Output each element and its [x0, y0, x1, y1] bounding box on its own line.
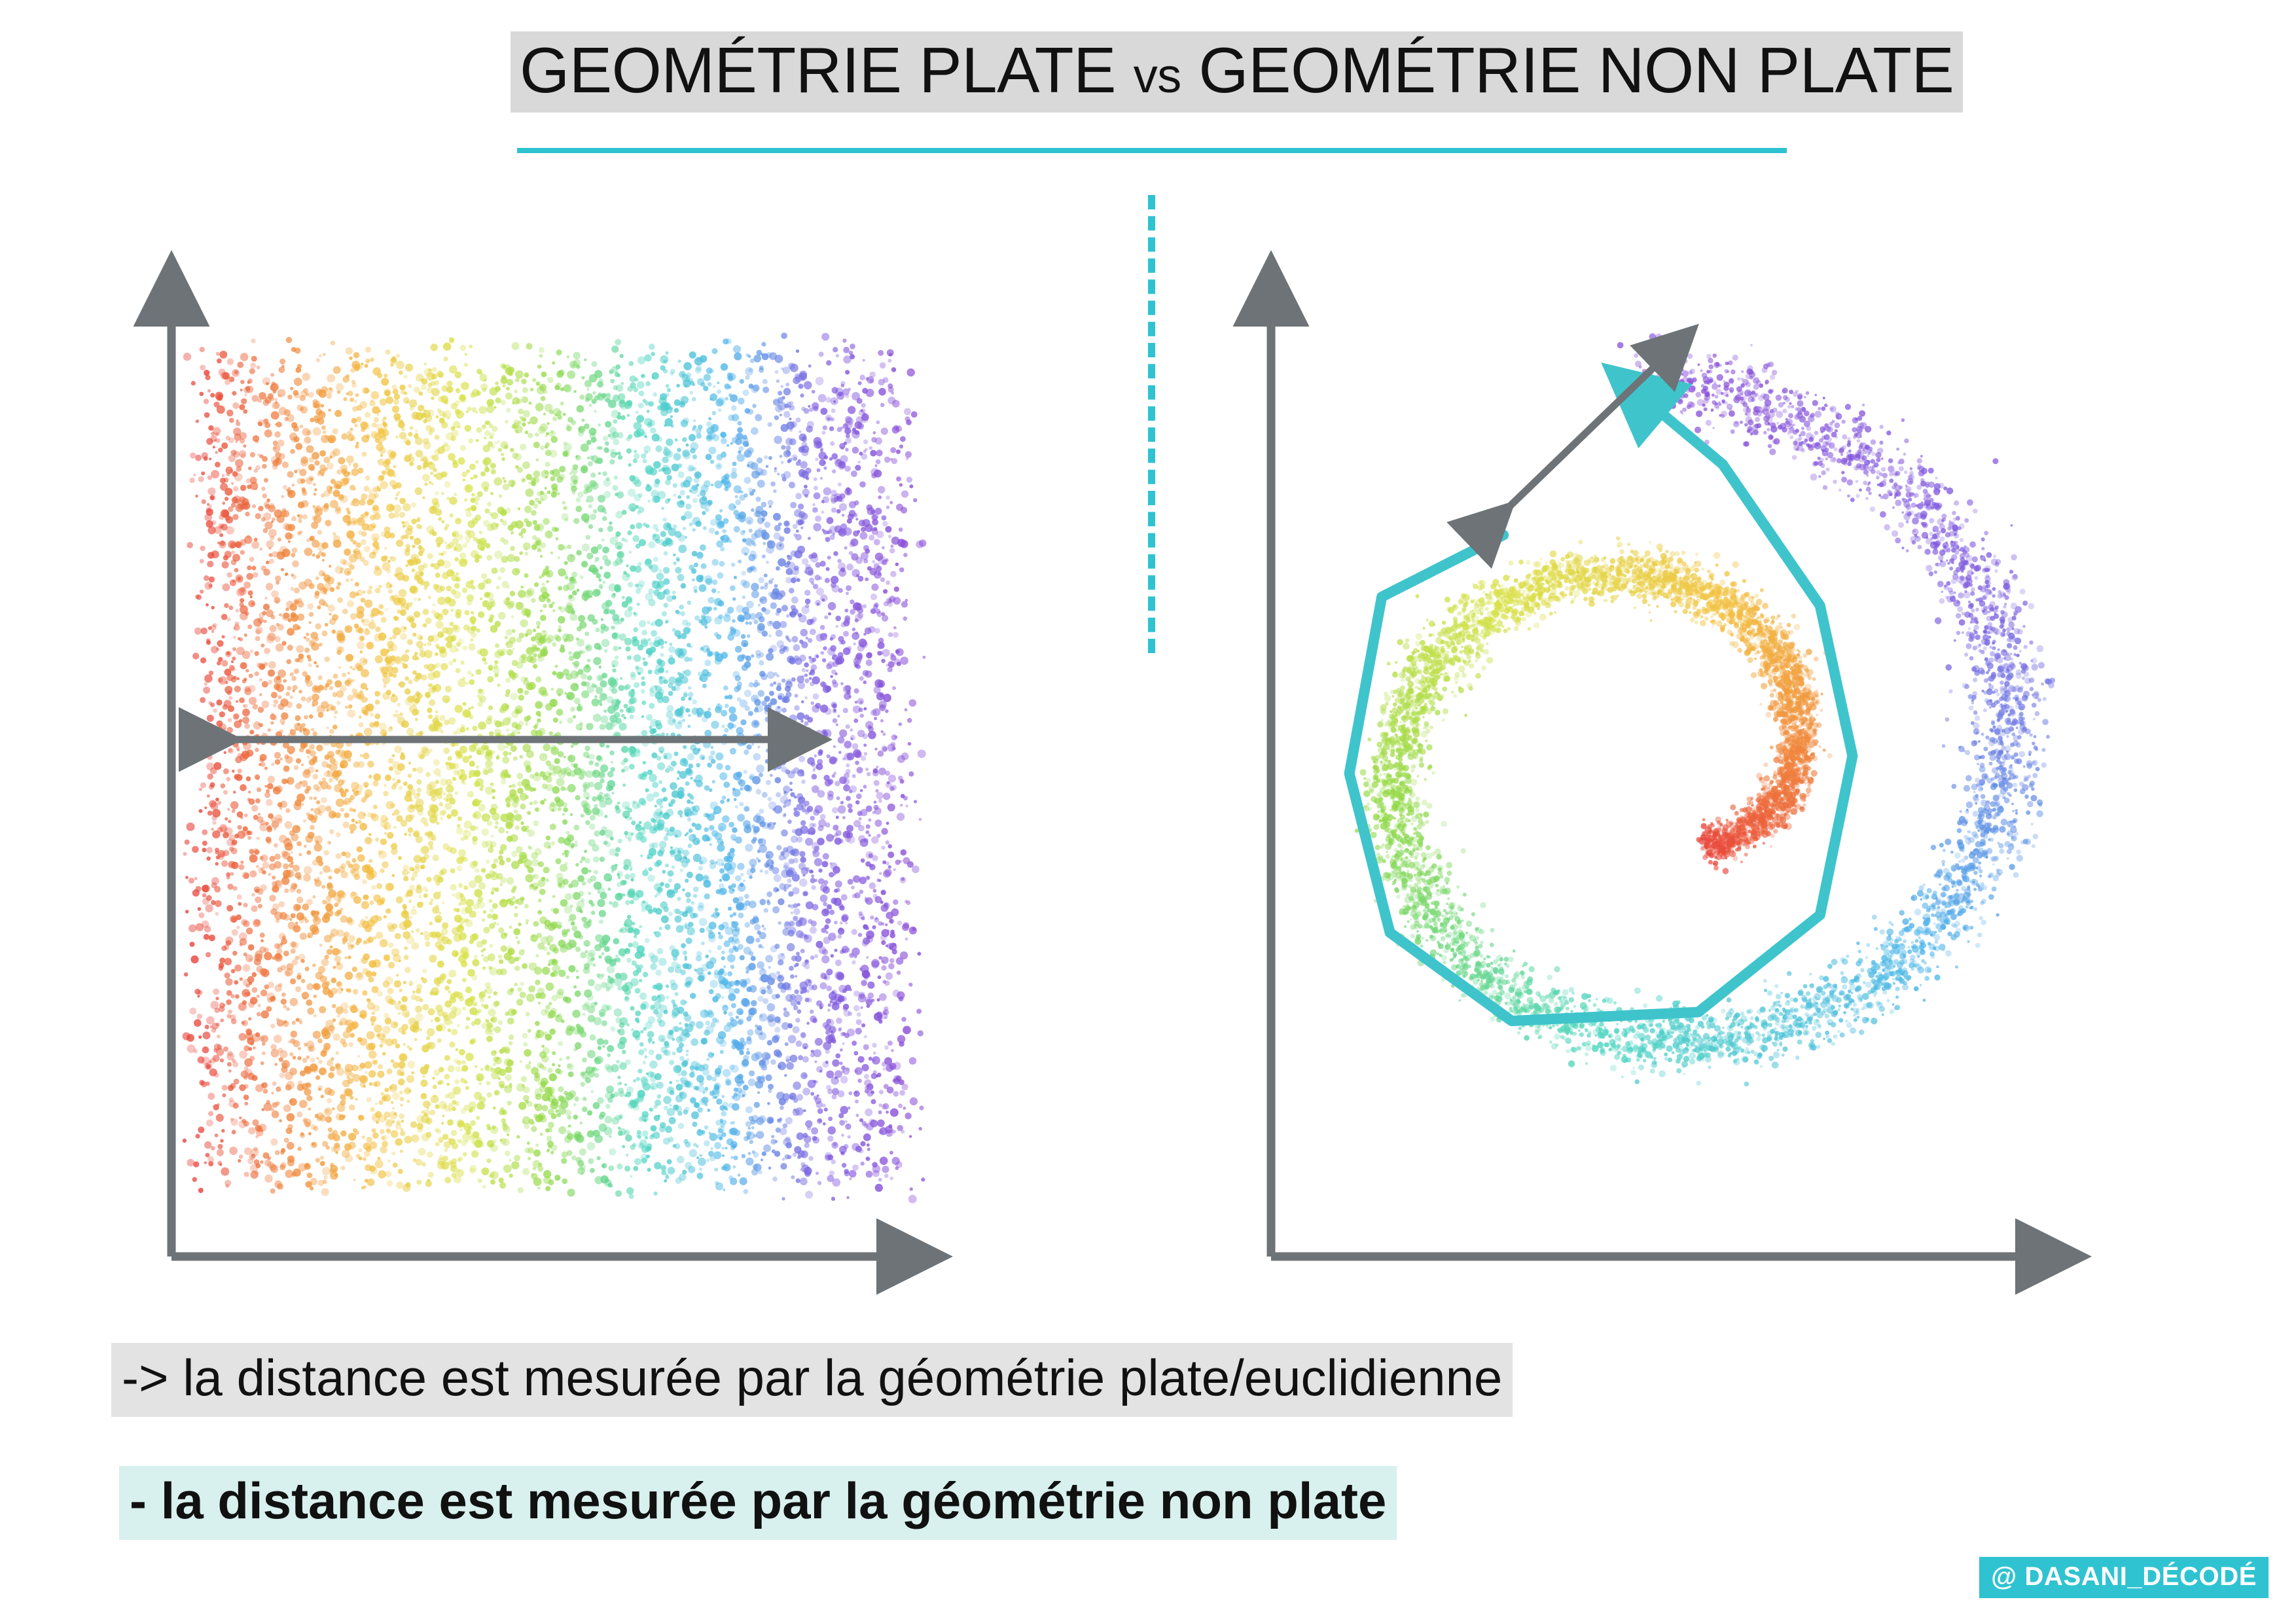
euclidean-distance-arrow [1505, 334, 1689, 510]
title-vs: vs [1133, 48, 1181, 103]
watermark-handle: @ DASANI_DÉCODÉ [1979, 1557, 2269, 1598]
vertical-dashed-divider [1148, 195, 1155, 653]
title-part-1: GEOMÉTRIE PLATE [520, 34, 1134, 106]
caption-euclidean: -> la distance est mesurée par la géométrie plate/euclidienne [111, 1343, 1513, 1417]
title-underline [517, 148, 1787, 153]
title-block [511, 31, 1954, 113]
title-part-2: GEOMÉTRIE NON PLATE [1181, 34, 1954, 106]
non-flat-geometry-panel [1230, 236, 2212, 1348]
flat-geometry-plot [131, 236, 1113, 1348]
caption-non-flat: - la distance est mesurée par la géométrie non plate [119, 1466, 1397, 1540]
non-flat-geometry-plot [1230, 236, 2212, 1348]
point-cloud [180, 332, 927, 1203]
flat-geometry-panel [131, 236, 1113, 1348]
page-title [511, 31, 1963, 113]
axis-lines [1271, 267, 2075, 1257]
